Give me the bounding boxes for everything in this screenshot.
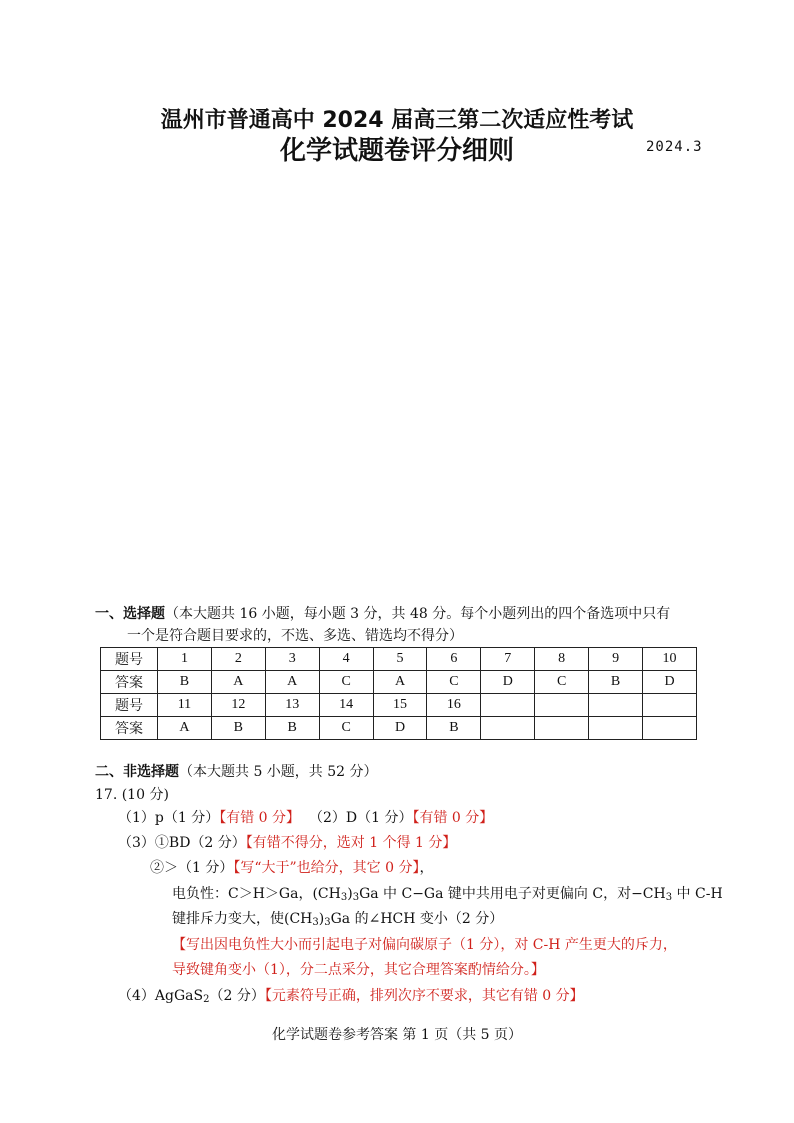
- table-cell: 4: [319, 648, 373, 671]
- table-cell: A: [373, 671, 427, 694]
- q17-p4-formula: AgGaS: [154, 988, 204, 1004]
- table-cell: B: [158, 671, 212, 694]
- q17-p1-answer: （1）p（1 分）: [118, 810, 220, 826]
- table-cell: 7: [481, 648, 535, 671]
- section2-heading: 二、非选择题: [95, 764, 179, 780]
- section1-heading: 一、选择题: [95, 606, 165, 622]
- table-cell: C: [319, 671, 373, 694]
- table-cell: C: [319, 717, 373, 740]
- q17-p3-1-note: 【有错不得分，选对 1 个得 1 分】: [245, 835, 457, 851]
- q17-header: 17. (10 分): [95, 787, 169, 803]
- q17-part1-2: [118, 808, 493, 828]
- table-cell: 11: [158, 694, 212, 717]
- table-cell: [589, 694, 643, 717]
- q17-p4-score: （2 分）: [209, 988, 265, 1004]
- exp2-text-b: ): [318, 911, 325, 927]
- exp2-text-c: Ga 的∠HCH 变小（2 分）: [330, 911, 504, 927]
- q17-p3-2-answer: ②＞（1 分）: [150, 860, 234, 876]
- table-cell: [481, 717, 535, 740]
- table-cell: 12: [211, 694, 265, 717]
- table-cell: 6: [427, 648, 481, 671]
- table-cell: 1: [158, 648, 212, 671]
- section1-desc-line2: 一个是符合题目要求的，不选、多选、错选均不得分）: [127, 628, 463, 644]
- q17-part4: [118, 986, 584, 1010]
- table-cell: B: [211, 717, 265, 740]
- table-cell: 9: [589, 648, 643, 671]
- q17-part3-1: [118, 833, 456, 853]
- subscript-3: 3: [340, 892, 348, 903]
- q17-p4-note: 【元素符号正确，排列次序不要求，其它有错 0 分】: [264, 988, 584, 1004]
- table-cell: A: [265, 671, 319, 694]
- page-footer: 化学试题卷参考答案 第 1 页（共 5 页）: [271, 1027, 523, 1043]
- section2-desc: （本大题共 5 小题，共 52 分）: [179, 764, 378, 780]
- exp2-text-a: 键排斥力变大，使(CH: [172, 911, 313, 927]
- table-cell: A: [211, 671, 265, 694]
- q17-p4-prefix: （4）: [118, 988, 155, 1004]
- table-cell: C: [427, 671, 481, 694]
- table-cell: 16: [427, 694, 481, 717]
- table-cell: D: [643, 671, 697, 694]
- table-row: [101, 648, 697, 671]
- document-title: 化学试题卷评分细则: [279, 136, 514, 166]
- section1-line1: [95, 604, 670, 624]
- q17-p3-2-note: 【写“大于”也给分，其它 0 分】: [233, 860, 420, 876]
- table-cell: B: [427, 717, 481, 740]
- document-date: 2024.3: [646, 139, 703, 155]
- table-row-label: 题号: [101, 648, 158, 671]
- table-cell: [589, 717, 643, 740]
- table-cell: [535, 694, 589, 717]
- table-row: [101, 717, 697, 740]
- table-cell: 13: [265, 694, 319, 717]
- q17-explanation-line1: [172, 884, 723, 908]
- table-cell: D: [481, 671, 535, 694]
- table-cell: B: [589, 671, 643, 694]
- q17-p3-2-tail: ，: [419, 860, 434, 876]
- table-cell: 10: [643, 648, 697, 671]
- table-cell: A: [158, 717, 212, 740]
- table-cell: C: [535, 671, 589, 694]
- table-cell: 8: [535, 648, 589, 671]
- q17-p3-1-answer: BD: [168, 835, 191, 851]
- table-cell: [643, 717, 697, 740]
- exp-text-b: ): [347, 886, 353, 902]
- section2-line: [95, 762, 378, 782]
- table-cell: [643, 694, 697, 717]
- q17-grading-note-line1: 【写出因电负性大小而引起电子对偏向碳原子（1 分），对 C-H 产生更大的斥力，: [172, 937, 677, 953]
- subscript-2: 2: [203, 994, 210, 1005]
- q17-p2-note: 【有错 0 分】: [412, 810, 494, 826]
- q17-grading-note-line2: 导致键角变小（1），分二点采分，其它合理答案酌情给分。】: [172, 962, 545, 978]
- subscript-3: 3: [665, 892, 673, 903]
- exp-text-d: 中 C-H: [672, 886, 723, 902]
- subscript-3: 3: [324, 917, 331, 928]
- exp-text-c: Ga 中 C−Ga 键中共用电子对更偏向 C，对−CH: [359, 886, 666, 902]
- table-cell: 14: [319, 694, 373, 717]
- table-cell: D: [373, 717, 427, 740]
- q17-part3-2: [150, 858, 433, 878]
- q17-p3-prefix: （3）①: [118, 835, 169, 851]
- table-row-label: 答案: [101, 671, 158, 694]
- table-row: [101, 671, 697, 694]
- table-cell: 15: [373, 694, 427, 717]
- subscript-3: 3: [352, 892, 360, 903]
- table-cell: 2: [211, 648, 265, 671]
- q17-explanation-line2: [172, 909, 503, 933]
- table-row-label: 答案: [101, 717, 158, 740]
- q17-p3-1-score: （2 分）: [190, 835, 246, 851]
- table-cell: [481, 694, 535, 717]
- answer-table: [100, 647, 697, 740]
- exp-text-a: 电负性：C＞H＞Ga，(CH: [172, 886, 341, 902]
- q17-p2-answer: （2）D（1 分）: [308, 810, 413, 826]
- table-row: [101, 694, 697, 717]
- table-cell: [535, 717, 589, 740]
- subscript-3: 3: [312, 917, 319, 928]
- table-cell: 5: [373, 648, 427, 671]
- section1-desc-line1: （本大题共 16 小题，每小题 3 分，共 48 分。每个小题列出的四个备选项中只有: [165, 606, 671, 622]
- table-cell: 3: [265, 648, 319, 671]
- exam-title: 温州市普通高中 2024 届高三第二次适应性考试: [160, 108, 634, 133]
- table-cell: B: [265, 717, 319, 740]
- q17-p1-note: 【有错 0 分】: [219, 810, 301, 826]
- table-row-label: 题号: [101, 694, 158, 717]
